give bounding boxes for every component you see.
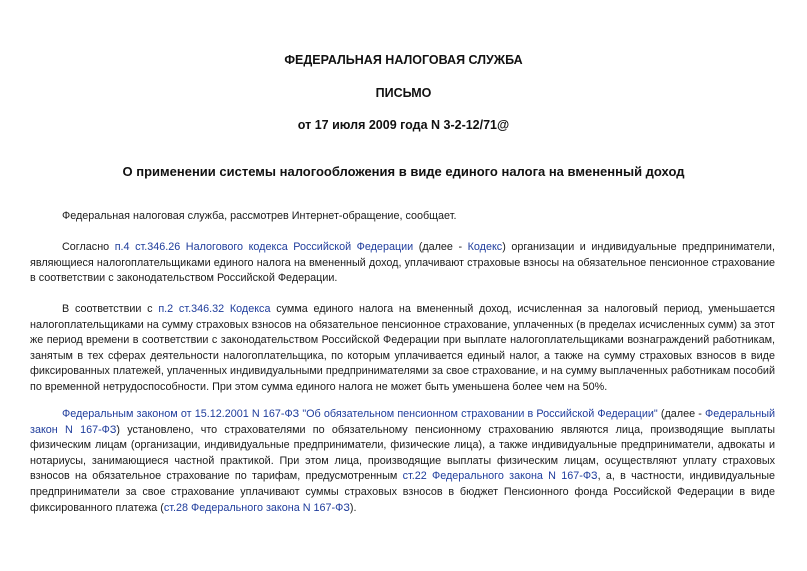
document-date-number: от 17 июля 2009 года N 3-2-12/71@ [297,118,510,132]
paragraph-3 [30,302,775,396]
paragraph-4-text-2: ) установлено, что страхователями по обязательному пенсионному страхованию являются лица, производящие выплаты физическим лицам (организации, индивидуальные предприниматели, физические лица), а также индивидуальные предприниматели, адвокаты и нотариусы, занимающиеся частной практикой. При этом лица, производящие выплаты физическим лицам, осуществляют уплату страховых взносов на обязательное страхование по тарифам, предусмотренным [30,423,775,483]
document-type: ПИСЬМО [375,86,432,100]
paragraph-2 [30,240,775,287]
paragraph-3-text-1: В соответствии с [62,303,159,315]
link-federal-law-167[interactable]: Федеральным законом от 15.12.2001 N 167-ФЗ "Об обязательном пенсионном страховании в Российской Федерации" [62,408,658,420]
paragraph-intro [30,209,775,225]
paragraph-2-text-3: ) организации и индивидуальные предприниматели, являющиеся налогоплательщиками единого налога на вмененный доход, уплачивают страховые взносы на обязательное пенсионное страхование в соответствии с законодательством Российской Федерации. [30,241,775,285]
paragraph-4-text-4: ). [349,501,357,514]
link-law-167-article-28[interactable]: ст.28 Федерального закона N 167-ФЗ [163,501,350,514]
paragraph-2-text-1: Согласно [62,241,115,253]
paragraph-4-text-1: (далее - [657,408,706,420]
paragraph-3-text-2: сумма единого налога на вмененный доход, исчисленная за налоговый период, уменьшается налогоплательщиками на сумму страховых взносов на обязательное пенсионное страхование, уплаченных (в пределах исчисленных сумм) за этот же период времени в соответствии с законодательством Российской Федерации при выплате налогоплательщиками вознаграждений работникам, занятым в тех сферах деятельности налогоплательщика, по которым уплачивается единый налог, а также на сумму страховых взносов в виде фиксированных платежей, уплаченных индивидуальными предпринимателями за свое страхование, и на сумму выплаченных работникам пособий по временной нетрудоспособности. При этом сумма единого налога не может быть уменьшена более чем на 50%. [30,303,775,393]
link-law-167-article-22[interactable]: ст.22 Федерального закона N 167-ФЗ [402,470,598,483]
paragraph-4-text-3: , а, в частности, индивидуальные предприниматели за свое страхование уплачивают суммы страховых взносов в бюджет Пенсионного фонда Российской Федерации в виде фиксированного платежа ( [30,470,775,514]
paragraph-2-text-2: (далее - [413,241,468,253]
agency-title: ФЕДЕРАЛЬНАЯ НАЛОГОВАЯ СЛУЖБА [284,53,523,67]
link-tax-code-article-346-26[interactable]: п.4 ст.346.26 Налогового кодекса Российской Федерации [114,241,414,253]
link-federal-law-167-short[interactable]: Федеральный закон N 167-ФЗ [30,408,775,436]
document-subject: О применении системы налогообложения в виде единого налога на вмененный доход [122,164,685,179]
paragraph-intro-text: Федеральная налоговая служба, рассмотрев Интернет-обращение, сообщает. [62,210,457,222]
link-code-article-346-32[interactable]: п.2 ст.346.32 Кодекса [158,303,271,315]
link-tax-code[interactable]: Кодекс [467,241,503,253]
paragraph-4 [30,407,775,516]
